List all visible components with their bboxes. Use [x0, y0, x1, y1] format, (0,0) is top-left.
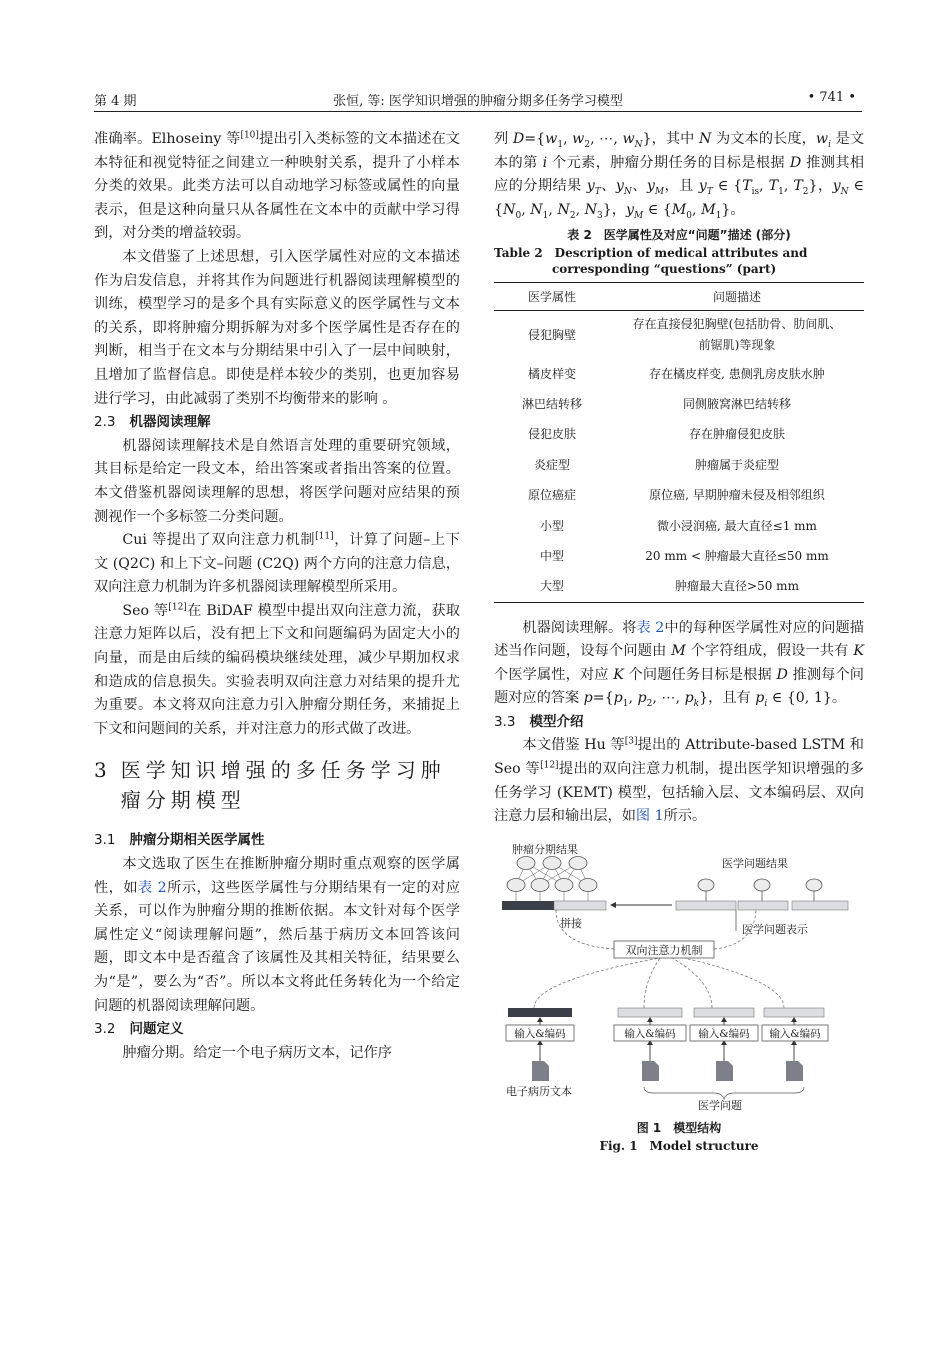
table-row: 橘皮样变 存在橘皮样变, 患侧乳房皮肤水肿	[527, 366, 825, 381]
paragraph: 本文借鉴 Hu 等[3]提出的 Attribute-based LSTM 和 Seo 等[12]提出的双向注意力机制，提出医学知识增强的多任务学习 (KEMT) 模型，包括输入层、文本编码层、双向注意力层和输出层，如图 1所示。	[494, 736, 864, 825]
paragraph: 列 $D=\{w_1$, $w_2$, ⋯, $w_N$}，其中 N 为文本的长度，$w_i$ 是文本的第 i 个元素，肿瘤分期任务的目标是根据 D 推测其相应的分期结果 $y_T$、$y_N$、$y_M$，且 $y_T$ ∈ {$T_{is}$, $T_1$, $T_2$}，$y_N$ ∈ {$N_0$, $N_1$, $N_2$, $N_3$}，$y_M$ ∈ {$M_0$, $M_1$}。	[494, 131, 865, 221]
citation[interactable]: [12]	[168, 602, 187, 613]
chapter-heading: 3 医学知识增强的多任务学习肿瘤分期模型	[94, 758, 446, 813]
table-row: 中型 20 mm < 肿瘤最大直径≤50 mm	[539, 548, 829, 563]
page-header	[94, 88, 862, 112]
section-heading: 2.3 机器阅读理解	[94, 414, 211, 431]
model-diagram	[494, 841, 864, 1111]
running-title: 张恒, 等: 医学知识增强的肿瘤分期多任务学习模型	[333, 94, 623, 109]
paragraph: Cui 等提出了双向注意力机制[11]，计算了问题–上下文 (Q2C) 和上下文–问题 (C2Q) 两个方向的注意力信息，双向注意力机制为许多机器阅读理解模型所采用。	[94, 531, 460, 596]
med-question-output	[698, 879, 822, 891]
med-result-label: 医学问题结果	[722, 856, 788, 870]
med-question-label: 医学问题	[698, 1098, 742, 1112]
table-row: 小型 微小浸润癌, 最大直径≤1 mm	[539, 518, 817, 533]
table-row: 侵犯皮肤 存在肿瘤侵犯皮肤	[527, 427, 785, 442]
attention-links	[534, 958, 784, 1008]
med-question-repr-vector	[676, 901, 848, 910]
table-row: 原位癌症 原位癌, 早期肿瘤未侵及相邻组织	[527, 488, 825, 503]
encoder-label: 输入&编码	[698, 1027, 750, 1040]
column-header: 医学属性	[494, 283, 610, 311]
paragraph: 机器阅读理解。将表 2中的每种医学属性对应的问题描述当作问题，设每个问题由 M 个字符组成，假设一共有 K 个医学属性，对应 K 个问题任务目标是根据 D 推测每个问题对应的答案 $p=\{p_1$, $p_2$, ⋯, $p_k$}，且有 $p_i$ ∈ {0, 1}。	[494, 619, 864, 710]
document-icons	[532, 1061, 803, 1081]
concat-vector	[502, 901, 606, 910]
table-link[interactable]: 表 2	[138, 879, 167, 896]
page-number: • 741 •	[807, 90, 856, 105]
issue-label: 第 4 期	[94, 94, 137, 109]
citation[interactable]: [3]	[624, 736, 638, 747]
citation[interactable]: [10]	[240, 130, 259, 141]
paragraph: 本文借鉴了上述思想，引入医学属性对应的文本描述作为启发信息，并将其作为问题进行机器阅读理解模型的训练，模型学习的是多个具有实际意义的医学属性与文本的关系，即将肿瘤分期拆解为对多个医学属性是否存在的判断，相当于在文本与分期结果中引入了一层中间映射，且增加了监督信息。即使是样本较少的类别，也更加容易进行学习，由此减弱了类别不均衡带来的影响 。	[94, 248, 460, 407]
med-repr-label: 医学问题表示	[742, 922, 808, 936]
section-heading: 3.3 模型介绍	[494, 713, 584, 730]
table-row: 大型 肿瘤最大直径>50 mm	[494, 572, 864, 602]
concat-label: 拼接	[560, 916, 582, 930]
right-column	[494, 128, 864, 1155]
encoder-label: 输入&编码	[624, 1027, 676, 1040]
figure-caption-en: Fig. 1 Model structure	[599, 1138, 759, 1153]
encoder-label: 输入&编码	[514, 1027, 566, 1040]
table-header-row	[494, 283, 864, 311]
emr-encoding-vector	[508, 1008, 572, 1017]
paragraph: 机器阅读理解技术是自然语言处理的重要研究领域，其目标是给定一段文本，给出答案或者指出答案的位置。本文借鉴机器阅读理解的思想，将医学问题对应结果的预测视作一个多标签二分类问题。	[94, 437, 460, 525]
table-row: 炎症型 肿瘤属于炎症型	[533, 457, 779, 472]
tumor-result-label: 肿瘤分期结果	[512, 842, 578, 856]
citation[interactable]: [11]	[315, 531, 334, 542]
table-link[interactable]: 表 2	[636, 619, 665, 636]
encoder-label: 输入&编码	[769, 1027, 821, 1040]
table-caption: 表 2 医学属性及对应“问题”描述 (部分)	[567, 228, 791, 243]
attribute-table	[494, 282, 864, 602]
tumor-output-nodes	[507, 856, 597, 891]
section-heading: 3.1 肿瘤分期相关医学属性	[94, 832, 265, 849]
paragraph: 本文选取了医生在推断肿瘤分期时重点观察的医学属性，如表 2所示，这些医学属性与分期结果有一定的对应关系，可以作为肿瘤分期的推断依据。本文针对每个医学属性定义“阅读理解问题”，然后基于病历文本回答该问题，即文本中是否蕴含了该属性及其相关特征，结果要么为“是”，要么为“否”。所以本文将此任务转化为一个给定问题的机器阅读理解问题。	[94, 856, 460, 1014]
section-heading: 3.2 问题定义	[94, 1021, 184, 1038]
table-row: 侵犯胸壁 存在直接侵犯胸壁(包括肋骨、肋间肌、前锯肌)等现象	[527, 317, 842, 353]
question-encoding-vectors	[618, 1008, 824, 1017]
paragraph: 准确率。Elhoseiny 等[10]提出引入类标签的文本描述在文本特征和视觉特征之间建立一种映射关系，提升了小样本分类的效果。此类方法可以自动地学习标签或属性的向量表示，但是这种向量只从各属性在文本中的贡献中学习得到，对分类的增益较弱。	[94, 130, 460, 242]
figure-caption: 图 1 模型结构	[636, 1120, 722, 1135]
left-column	[94, 128, 460, 1065]
citation[interactable]: [12]	[540, 760, 559, 771]
figure-link[interactable]: 图 1	[635, 808, 664, 825]
table-row: 淋巴结转移 同侧腋窝淋巴结转移	[521, 396, 791, 411]
paragraph: Seo 等[12]在 BiDAF 模型中提出双向注意力流，获取注意力矩阵以后，没有把上下文和问题编码为固定大小的向量，而是由后续的编码模块继续处理，减少早期加权求和造成的信息损失。实验表明双向注意力对结果的提升尤为重要。本文将双向注意力引入肿瘤分期任务，来捕捉上下文和问题间的关系，并对注意力的形式做了改进。	[94, 602, 460, 737]
model-structure-figure	[494, 841, 864, 1111]
paragraph: 肿瘤分期。给定一个电子病历文本，记作序	[122, 1044, 392, 1061]
column-header: 问题描述	[610, 283, 864, 311]
emr-label: 电子病历文本	[506, 1084, 572, 1098]
table-caption-en: Table 2 Description of medical attributes and corresponding “questions” (part)	[494, 246, 808, 277]
biattention-label: 双向注意力机制	[625, 943, 703, 957]
